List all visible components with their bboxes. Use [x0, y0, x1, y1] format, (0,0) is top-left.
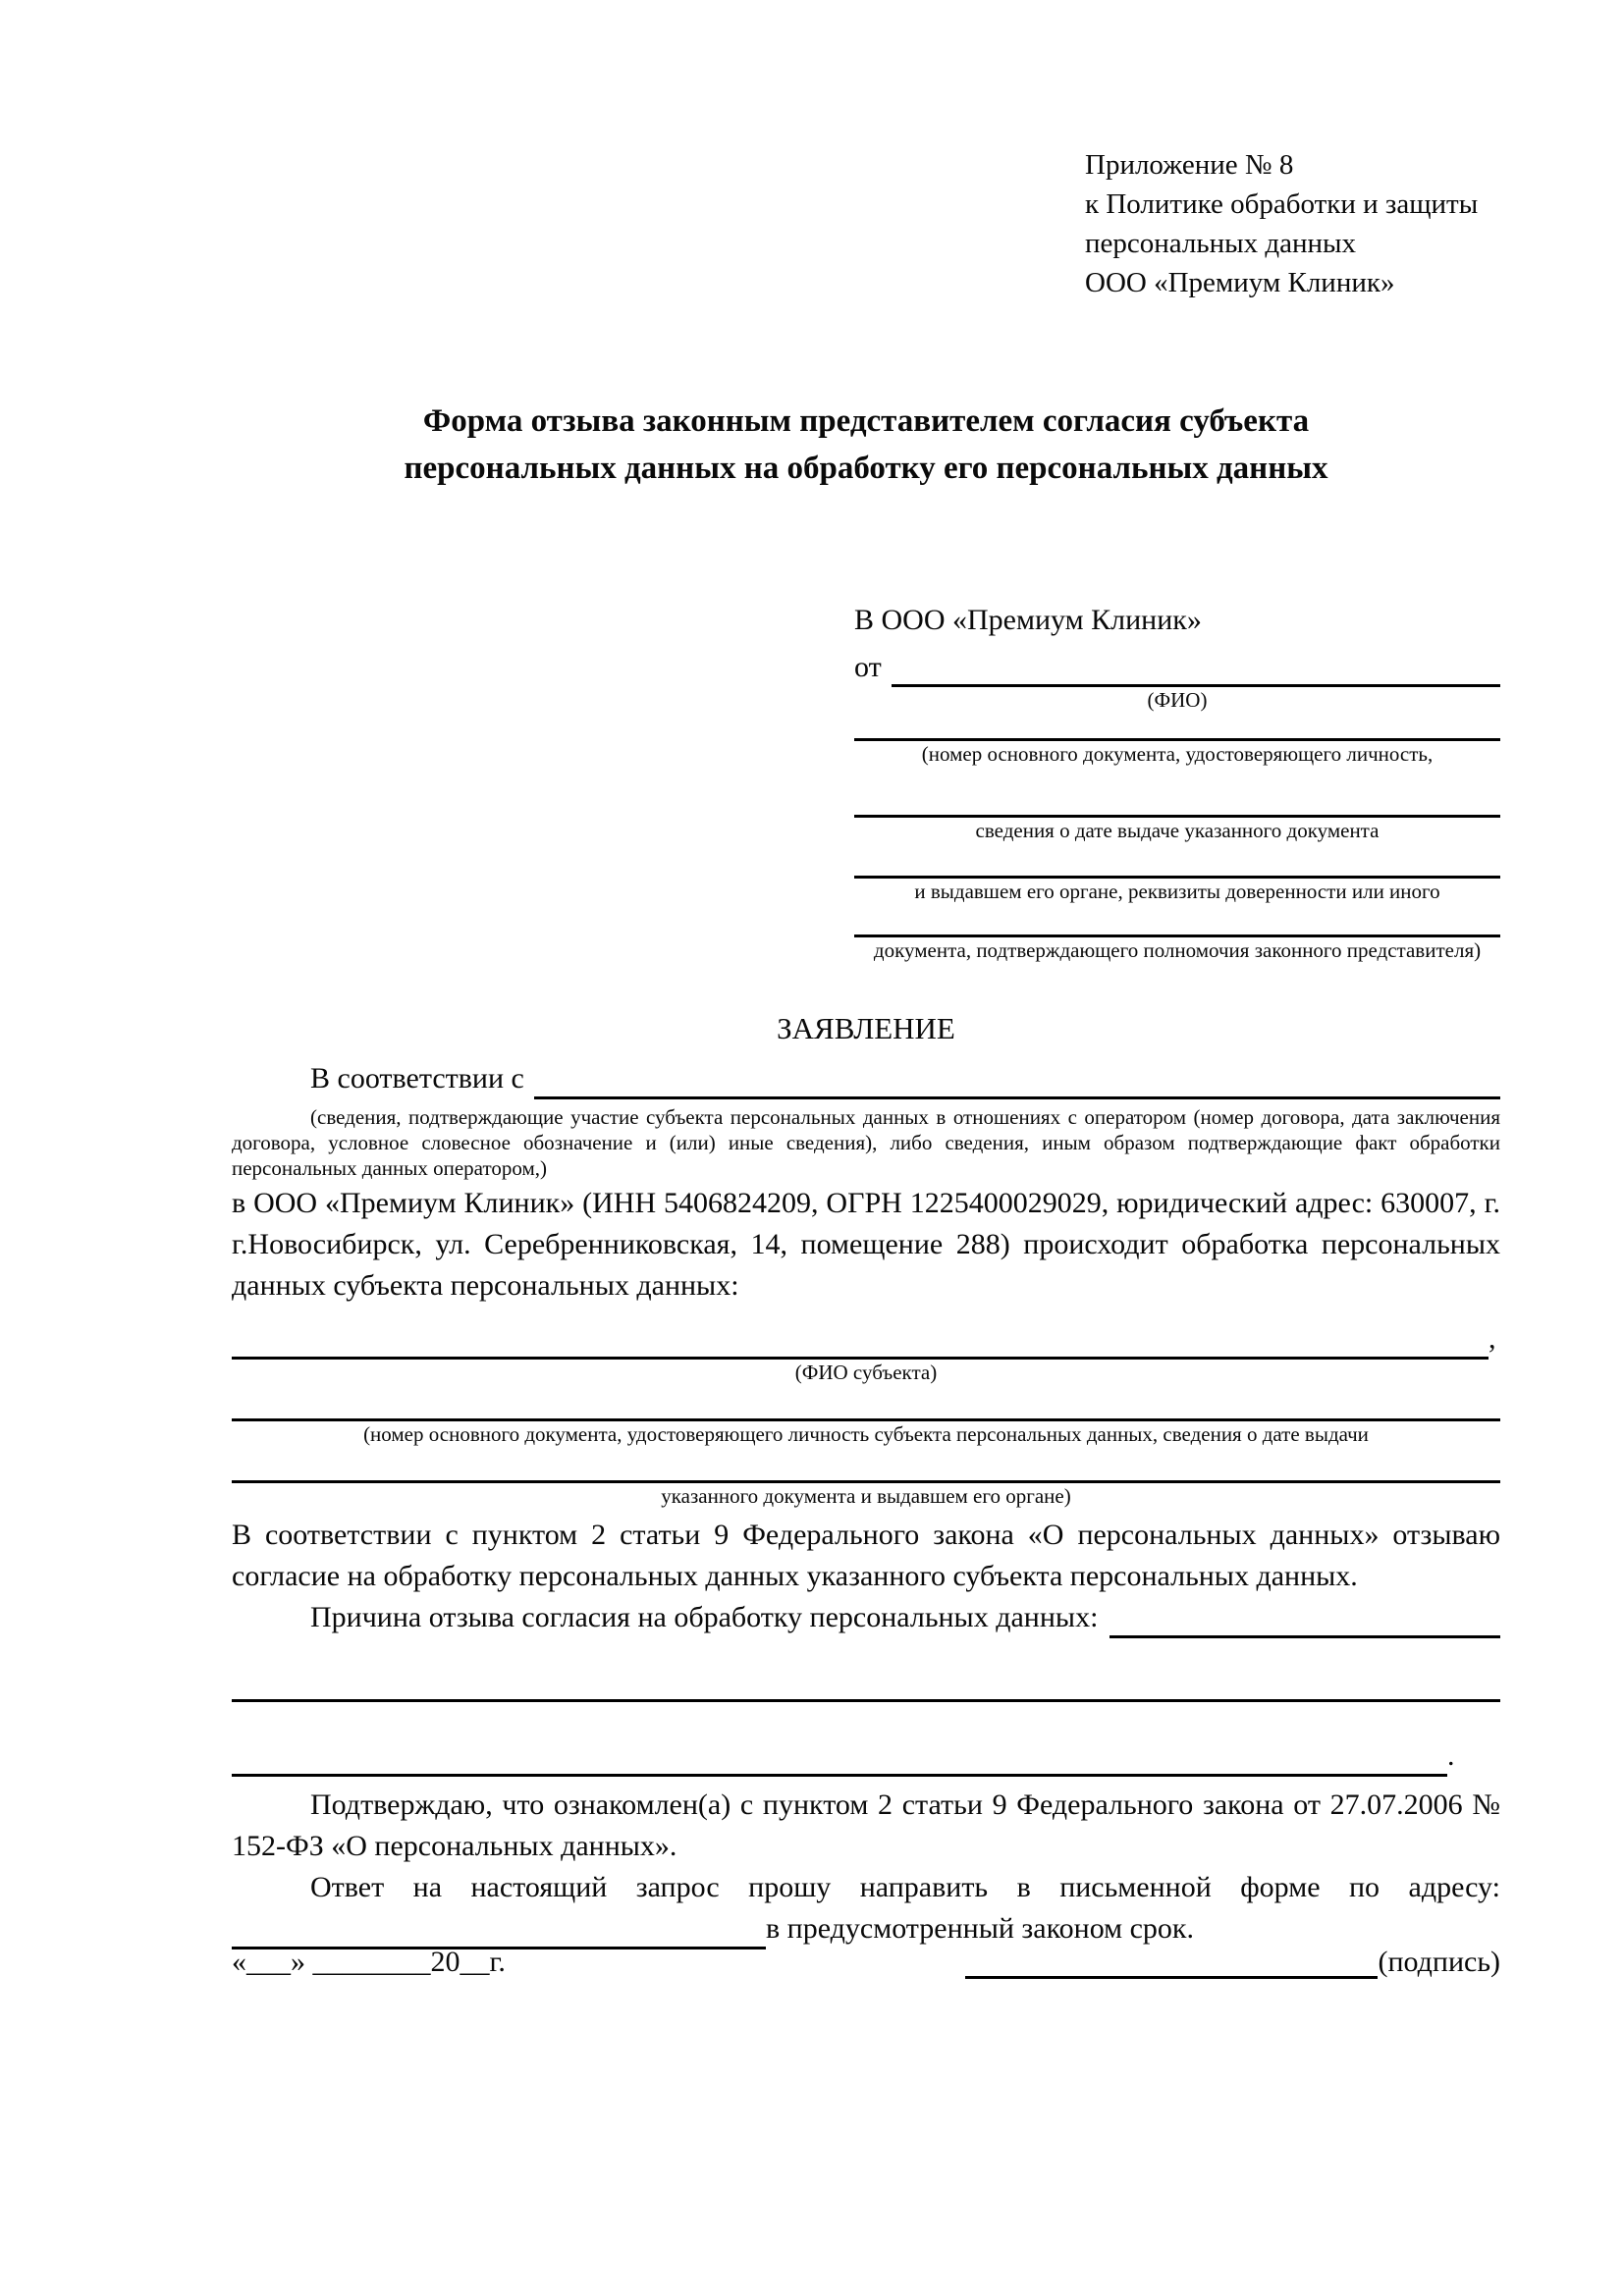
appendix-header — [1085, 145, 1478, 302]
document-title-line: Форма отзыва законным представителем согласия субъекта — [422, 403, 1310, 439]
intro-caption: (сведения, подтверждающие участие субъекта персональных данных в отношениях с оператором (номер договора, дата заключения договора, условное словесное обозначение и (или) иные сведения), либо сведения, иным образом подтверждающие факт обработки персональных данных оператором,) — [232, 1105, 1500, 1180]
intro-fill-line — [534, 1096, 1500, 1099]
reason-fill-row-3 — [232, 1735, 1500, 1777]
confirm-paragraph: Подтверждаю, что ознакомлен(а) с пунктом 2 статьи 9 Федерального закона от 27.07.2006 № 152-ФЗ «О персональных данных». — [232, 1789, 1500, 1862]
from-row — [854, 648, 1500, 687]
reason-fill-line — [1110, 1635, 1500, 1638]
reason-fill-line-3 — [232, 1774, 1447, 1777]
date-line: «___» ________20__г. — [232, 1946, 506, 1978]
subject-doc-caption: (номер основного документа, удостоверяющего личность субъекта персональных данных, сведения о дате выдачи — [363, 1422, 1369, 1446]
reason-row — [232, 1597, 1500, 1638]
appendix-header-line: Приложение № 8 — [1085, 149, 1294, 181]
fio-caption: (ФИО) — [1147, 688, 1208, 712]
signature-group — [965, 1946, 1500, 1979]
doc-fill-caption: и выдавшем его органе, реквизиты доверенности или иного — [914, 880, 1440, 903]
addressee-to: В ООО «Премиум Клиник» — [854, 604, 1202, 636]
comma: , — [1489, 1322, 1496, 1355]
document-title — [232, 398, 1500, 492]
subject-doc-caption-2: указанного документа и выдавшем его органе) — [661, 1484, 1071, 1508]
reason-fill-line-2 — [232, 1699, 1500, 1702]
statement-heading: ЗАЯВЛЕНИЕ — [777, 1011, 955, 1045]
appendix-header-line: к Политике обработки и защиты — [1085, 188, 1479, 220]
footer-row — [232, 1946, 1500, 1979]
signature-line — [965, 1976, 1378, 1979]
intro-text: В соответствии с — [310, 1062, 524, 1095]
doc-fill-caption: (номер основного документа, удостоверяющего личность, — [921, 742, 1434, 766]
reason-label: Причина отзыва согласия на обработку персональных данных: — [310, 1601, 1099, 1633]
subject-fio-row — [232, 1318, 1500, 1360]
period: . — [1447, 1739, 1455, 1772]
doc-fill-caption: документа, подтверждающего полномочия законного представителя) — [873, 938, 1482, 962]
appendix-header-line: персональных данных — [1085, 228, 1357, 259]
signature-caption: (подпись) — [1378, 1946, 1500, 1978]
reply-address-row — [232, 1908, 1500, 1949]
appendix-header-line: ООО «Премиум Клиник» — [1085, 267, 1395, 298]
doc-fill-group — [854, 876, 1500, 904]
reply-suffix: в предусмотренный законом срок. — [766, 1912, 1194, 1945]
intro-row — [232, 1058, 1500, 1099]
from-label: от — [854, 651, 882, 683]
addressee-block — [854, 601, 1500, 963]
withdrawal-paragraph: В соответствии с пунктом 2 статьи 9 Федерального закона «О персональных данных» отзываю согласие на обработку персональных данных указанного субъекта персональных данных. — [232, 1519, 1500, 1592]
subject-fio-caption: (ФИО субъекта) — [794, 1361, 938, 1384]
doc-fill-group — [854, 815, 1500, 843]
doc-fill-group — [854, 934, 1500, 963]
document-title-line: персональных данных на обработку его персональных данных — [404, 451, 1328, 486]
doc-fill-caption: сведения о дате выдаче указанного документа — [975, 819, 1380, 842]
statement-body — [232, 1058, 1500, 1949]
operator-paragraph: в ООО «Премиум Клиник» (ИНН 5406824209, ОГРН 1225400029029, юридический адрес: 630007, г. г.Новосибирск, ул. Серебренниковская, 14, помещение 288) происходит обработка персональных данных субъекта персональных данных: — [232, 1187, 1500, 1302]
doc-fill-group — [854, 738, 1500, 767]
reply-paragraph: Ответ на настоящий запрос прошу направить в письменной форме по адресу: — [310, 1871, 1500, 1903]
